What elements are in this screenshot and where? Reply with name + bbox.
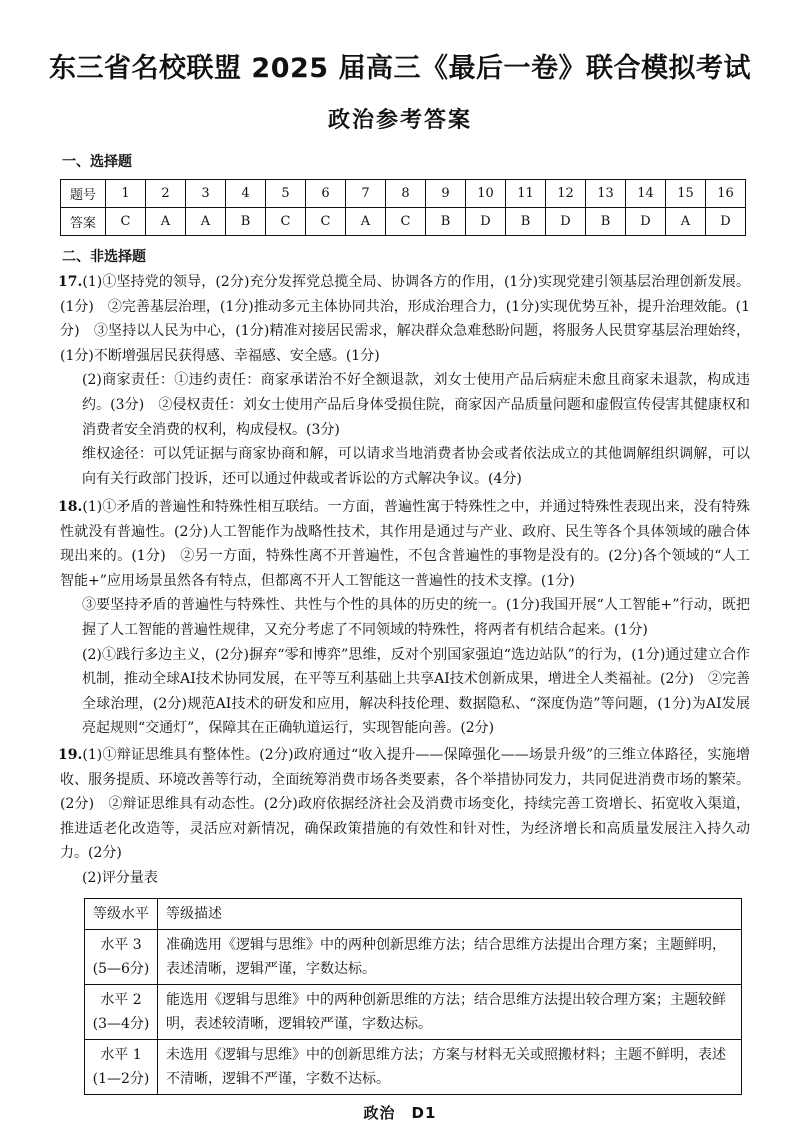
section-heading-open: 二、非选择题 bbox=[62, 249, 146, 265]
question-number: 16 bbox=[706, 180, 746, 208]
scoring-rubric-table bbox=[84, 898, 742, 1095]
answer-cell: A bbox=[146, 208, 186, 236]
rubric-row bbox=[85, 1040, 742, 1095]
answer-paragraph: (2)评分量表 bbox=[82, 869, 158, 886]
page-footer: 政治 D1 bbox=[363, 1104, 437, 1122]
answer-cell: C bbox=[386, 208, 426, 236]
rubric-level bbox=[85, 1040, 158, 1095]
answer-cell: A bbox=[666, 208, 706, 236]
question-number: 8 bbox=[386, 180, 426, 208]
section-heading-choice: 一、选择题 bbox=[62, 154, 132, 170]
question-number: 4 bbox=[226, 180, 266, 208]
question-number-label: 19. bbox=[58, 747, 83, 763]
answer-cell: D bbox=[546, 208, 586, 236]
level-range: (5—6分) bbox=[92, 961, 150, 977]
rubric-header-row bbox=[85, 899, 742, 930]
answer-cell: A bbox=[186, 208, 226, 236]
answer-row bbox=[61, 208, 746, 236]
level-name: 水平 2 bbox=[100, 992, 142, 1008]
answer-paragraph: ③要坚持矛盾的普遍性与特殊性、共性与个性的具体的历史的统一。(1分)我国开展“人工智能+”行动，既把握了人工智能的普遍性规律，又充分考虑了不同领域的特殊性，将两者有机结合起来。(1分) bbox=[82, 597, 750, 638]
answer-cell: B bbox=[426, 208, 466, 236]
rubric-header: 等级水平 bbox=[85, 899, 158, 930]
rubric-level bbox=[85, 930, 158, 985]
answer-cell: C bbox=[266, 208, 306, 236]
level-range: (3—4分) bbox=[92, 1016, 150, 1032]
question-number-label: 18. bbox=[58, 499, 83, 515]
question-number: 12 bbox=[546, 180, 586, 208]
rubric-row bbox=[85, 930, 742, 985]
answer-paragraph: (1)①辩证思维具有整体性。(2分)政府通过“收入提升——保障强化——场景升级”的三维立体路径，实施增收、服务提质、环境改善等行动，全面统筹消费市场各类要素，各个举措协同发力，共同促进消费市场的繁荣。(2分) ②辩证思维具有动态性。(2分)政府依据经济社会及消费市场变化，持续完善工资增长、拓宽收入渠道，推进适老化改造等，灵活应对新情况，确保政策措施的有效性和针对性，为经济增长和高质量发展注入持久动力。(2分) bbox=[60, 747, 750, 862]
answer-cell: B bbox=[226, 208, 266, 236]
question-number: 2 bbox=[146, 180, 186, 208]
row-label: 答案 bbox=[61, 208, 106, 236]
rubric-level bbox=[85, 985, 158, 1040]
question-number: 7 bbox=[346, 180, 386, 208]
question-number: 10 bbox=[466, 180, 506, 208]
answer-paragraph: (1)①坚持党的领导，(2分)充分发挥党总揽全局、协调各方的作用，(1分)实现党建引领基层治理创新发展。(1分) ②完善基层治理，(1分)推动多元主体协同共治，形成治理合力，(1分)实现优势互补，提升治理效能。(1分) ③坚持以人民为中心，(1分)精准对接居民需求，解决群众急难愁盼问题，将服务人民贯穿基层治理始终，(1分)不断增强居民获得感、幸福感、安全感。(1分) bbox=[60, 274, 750, 364]
answer-cell: C bbox=[306, 208, 346, 236]
question-number: 6 bbox=[306, 180, 346, 208]
answer-paragraph: 维权途径：可以凭证据与商家协商和解，可以请求当地消费者协会或者依法成立的其他调解组织调解，可以向有关行政部门投诉，还可以通过仲裁或者诉讼的方式解决争议。(4分) bbox=[82, 446, 750, 487]
answer-paragraph: (2)①践行多边主义，(2分)摒弃“零和博弈”思维，反对个别国家强迫“选边站队”的行为，(1分)通过建立合作机制，推动全球AI技术协同发展，在平等互利基础上共享AI技术创新成果，增进全人类福祉。(2分) ②完善全球治理，(2分)规范AI技术的研发和应用，解决科技伦理、数据隐私、“深度伪造”等问题，(1分)为AI发展亮起规则“交通灯”，保障其在正确轨道运行，实现智能向善。(2分) bbox=[82, 646, 750, 737]
question-number: 11 bbox=[506, 180, 546, 208]
question-number: 13 bbox=[586, 180, 626, 208]
rubric-description: 能选用《逻辑与思维》中的两种创新思维的方法；结合思维方法提出较合理方案；主题较鲜明，表述较清晰，逻辑较严谨，字数达标。 bbox=[158, 985, 742, 1040]
rubric-row bbox=[85, 985, 742, 1040]
level-range: (1—2分) bbox=[92, 1071, 150, 1087]
answer-cell: D bbox=[706, 208, 746, 236]
question-number: 9 bbox=[426, 180, 466, 208]
answer-cell: A bbox=[346, 208, 386, 236]
question-number-row bbox=[61, 180, 746, 208]
rubric-description: 未选用《逻辑与思维》中的创新思维方法；方案与材料无关或照搬材料；主题不鲜明，表述不清晰，逻辑不严谨，字数不达标。 bbox=[158, 1040, 742, 1095]
rubric-header: 等级描述 bbox=[158, 899, 742, 930]
question-number: 1 bbox=[106, 180, 146, 208]
question-number: 5 bbox=[266, 180, 306, 208]
row-label: 题号 bbox=[61, 180, 106, 208]
level-name: 水平 3 bbox=[100, 937, 142, 953]
question-18-answer bbox=[60, 495, 750, 741]
choice-answer-table bbox=[60, 179, 746, 236]
rubric-description: 准确选用《逻辑与思维》中的两种创新思维方法；结合思维方法提出合理方案；主题鲜明，表述清晰，逻辑严谨，字数达标。 bbox=[158, 930, 742, 985]
question-number: 3 bbox=[186, 180, 226, 208]
answer-paragraph: (1)①矛盾的普遍性和特殊性相互联结。一方面，普遍性寓于特殊性之中，并通过特殊性表现出来，没有特殊性就没有普遍性。(2分)人工智能作为战略性技术，其作用是通过与产业、政府、民生等各个具体领域的融合体现出来的。(1分) ②另一方面，特殊性离不开普遍性，不包含普遍性的事物是没有的。(2分)各个领域的“人工智能+”应用场景虽然各有特点，但都离不开人工智能这一普遍性的技术支撑。(1分) bbox=[60, 499, 750, 589]
answer-paragraph: (2)商家责任：①违约责任：商家承诺治不好全额退款，刘女士使用产品后病症未愈且商家未退款，构成违约。(3分) ②侵权责任：刘女士使用产品后身体受损住院，商家因产品质量问题和虚假宣传侵害其健康权和消费者安全消费的权利，构成侵权。(3分) bbox=[82, 372, 750, 438]
question-number-label: 17. bbox=[58, 274, 83, 290]
question-number: 15 bbox=[666, 180, 706, 208]
answer-cell: C bbox=[106, 208, 146, 236]
level-name: 水平 1 bbox=[100, 1047, 142, 1063]
question-17-answer bbox=[60, 270, 750, 491]
question-number: 14 bbox=[626, 180, 666, 208]
page-subtitle: 政治参考答案 bbox=[327, 108, 472, 133]
answer-cell: D bbox=[466, 208, 506, 236]
answer-cell: B bbox=[586, 208, 626, 236]
page-title: 东三省名校联盟 2025 届高三《最后一卷》联合模拟考试 bbox=[49, 53, 751, 84]
answer-cell: D bbox=[626, 208, 666, 236]
question-19-answer bbox=[60, 743, 750, 891]
answer-cell: B bbox=[506, 208, 546, 236]
